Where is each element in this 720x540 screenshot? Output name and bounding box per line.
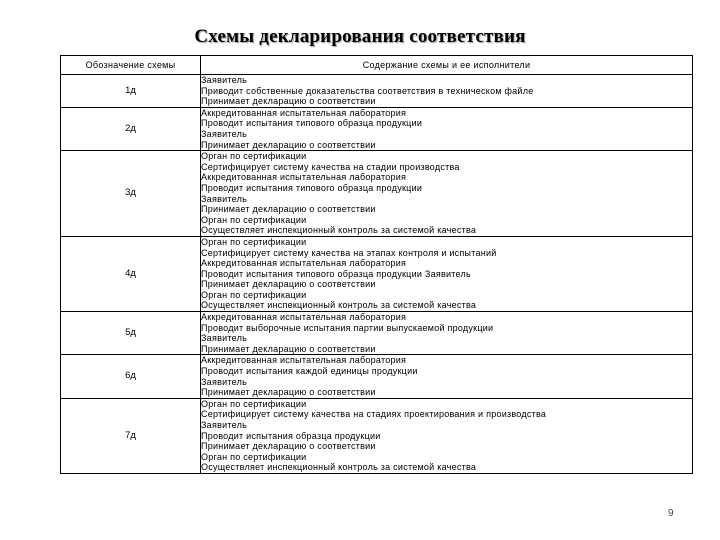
scheme-content-line: Заявитель [201, 193, 248, 204]
scheme-content-line: Принимает декларацию о соответствии [201, 139, 376, 150]
scheme-content-line: Орган по сертификации [201, 236, 307, 247]
scheme-content [201, 151, 693, 237]
scheme-content-line: Заявитель [201, 376, 248, 387]
scheme-code: 1д [61, 75, 201, 108]
scheme-content-line: Заявитель [201, 333, 248, 344]
scheme-content-line: Заявитель [201, 128, 248, 139]
scheme-content-line: Осуществляет инспекционный контроль за системой качества [201, 225, 477, 236]
table-row [61, 312, 693, 355]
scheme-content [201, 312, 693, 355]
scheme-content-line: Орган по сертификации [201, 398, 307, 409]
scheme-content-line: Принимает декларацию о соответствии [201, 441, 376, 452]
table-row [61, 398, 693, 473]
scheme-content-line: Принимает декларацию о соответствии [201, 204, 376, 215]
scheme-content-line: Аккредитованная испытательная лаборатория [201, 172, 407, 183]
scheme-content-line: Осуществляет инспекционный контроль за системой качества [201, 300, 477, 311]
table-row [61, 75, 693, 108]
scheme-content-line: Проводит испытания каждой единицы продукции [201, 366, 418, 377]
scheme-content-line: Орган по сертификации [201, 214, 307, 225]
scheme-content-line: Аккредитованная испытательная лаборатория [201, 355, 407, 366]
scheme-content-line: Проводит испытания типового образца продукции [201, 182, 423, 193]
scheme-content-line: Сертифицирует систему качества на стадиях проектирования и производства [201, 409, 547, 420]
scheme-content-line: Приводит собственные доказательства соответствия в техническом файле [201, 85, 534, 96]
scheme-content [201, 236, 693, 311]
scheme-content [201, 107, 693, 150]
scheme-content-line: Орган по сертификации [201, 151, 307, 162]
scheme-content-line: Принимает декларацию о соответствии [201, 96, 376, 107]
table-row [61, 107, 693, 150]
scheme-code: 7д [61, 398, 201, 473]
scheme-content-line: Сертифицирует систему качества на этапах контроля и испытаний [201, 247, 497, 258]
scheme-code: 3д [61, 151, 201, 237]
scheme-content [201, 398, 693, 473]
table-row [61, 355, 693, 398]
scheme-content-line: Принимает декларацию о соответствии [201, 387, 376, 398]
scheme-content-line: Заявитель [201, 420, 248, 430]
scheme-content-line: Осуществляет инспекционный контроль за системой качества [201, 462, 477, 473]
table-header-row [61, 56, 693, 75]
scheme-content [201, 355, 693, 398]
scheme-content-line: Заявитель [201, 75, 248, 85]
page-number: 9 [668, 508, 674, 519]
scheme-content-line: Проводит испытания образца продукции [201, 430, 381, 441]
scheme-content-line: Проводит испытания типового образца продукции Заявитель [201, 268, 471, 279]
scheme-content-line: Проводит испытания типового образца продукции [201, 118, 423, 129]
scheme-content-line: Аккредитованная испытательная лаборатория [201, 107, 407, 118]
scheme-content [201, 75, 693, 108]
table-row [61, 236, 693, 311]
header-scheme-code: Обозначение схемы [61, 56, 201, 75]
table-row [61, 151, 693, 237]
declaration-schemes-table [60, 55, 693, 474]
scheme-content-line: Аккредитованная испытательная лаборатория [201, 312, 407, 323]
scheme-content-line: Орган по сертификации [201, 289, 307, 300]
scheme-code: 2д [61, 107, 201, 150]
scheme-content-line: Аккредитованная испытательная лаборатория [201, 258, 407, 269]
scheme-content-line: Принимает декларацию о соответствии [201, 343, 376, 354]
scheme-content-line: Сертифицирует систему качества на стадии производства [201, 161, 460, 172]
scheme-content-line: Орган по сертификации [201, 451, 307, 462]
scheme-code: 5д [61, 312, 201, 355]
page-title: Схемы декларирования соответствия [194, 26, 526, 47]
scheme-content-line: Принимает декларацию о соответствии [201, 279, 376, 290]
scheme-content-line: Проводит выборочные испытания партии выпускаемой продукции [201, 322, 494, 333]
header-scheme-content: Содержание схемы и ее исполнители [201, 56, 693, 75]
scheme-code: 6д [61, 355, 201, 398]
scheme-code: 4д [61, 236, 201, 311]
